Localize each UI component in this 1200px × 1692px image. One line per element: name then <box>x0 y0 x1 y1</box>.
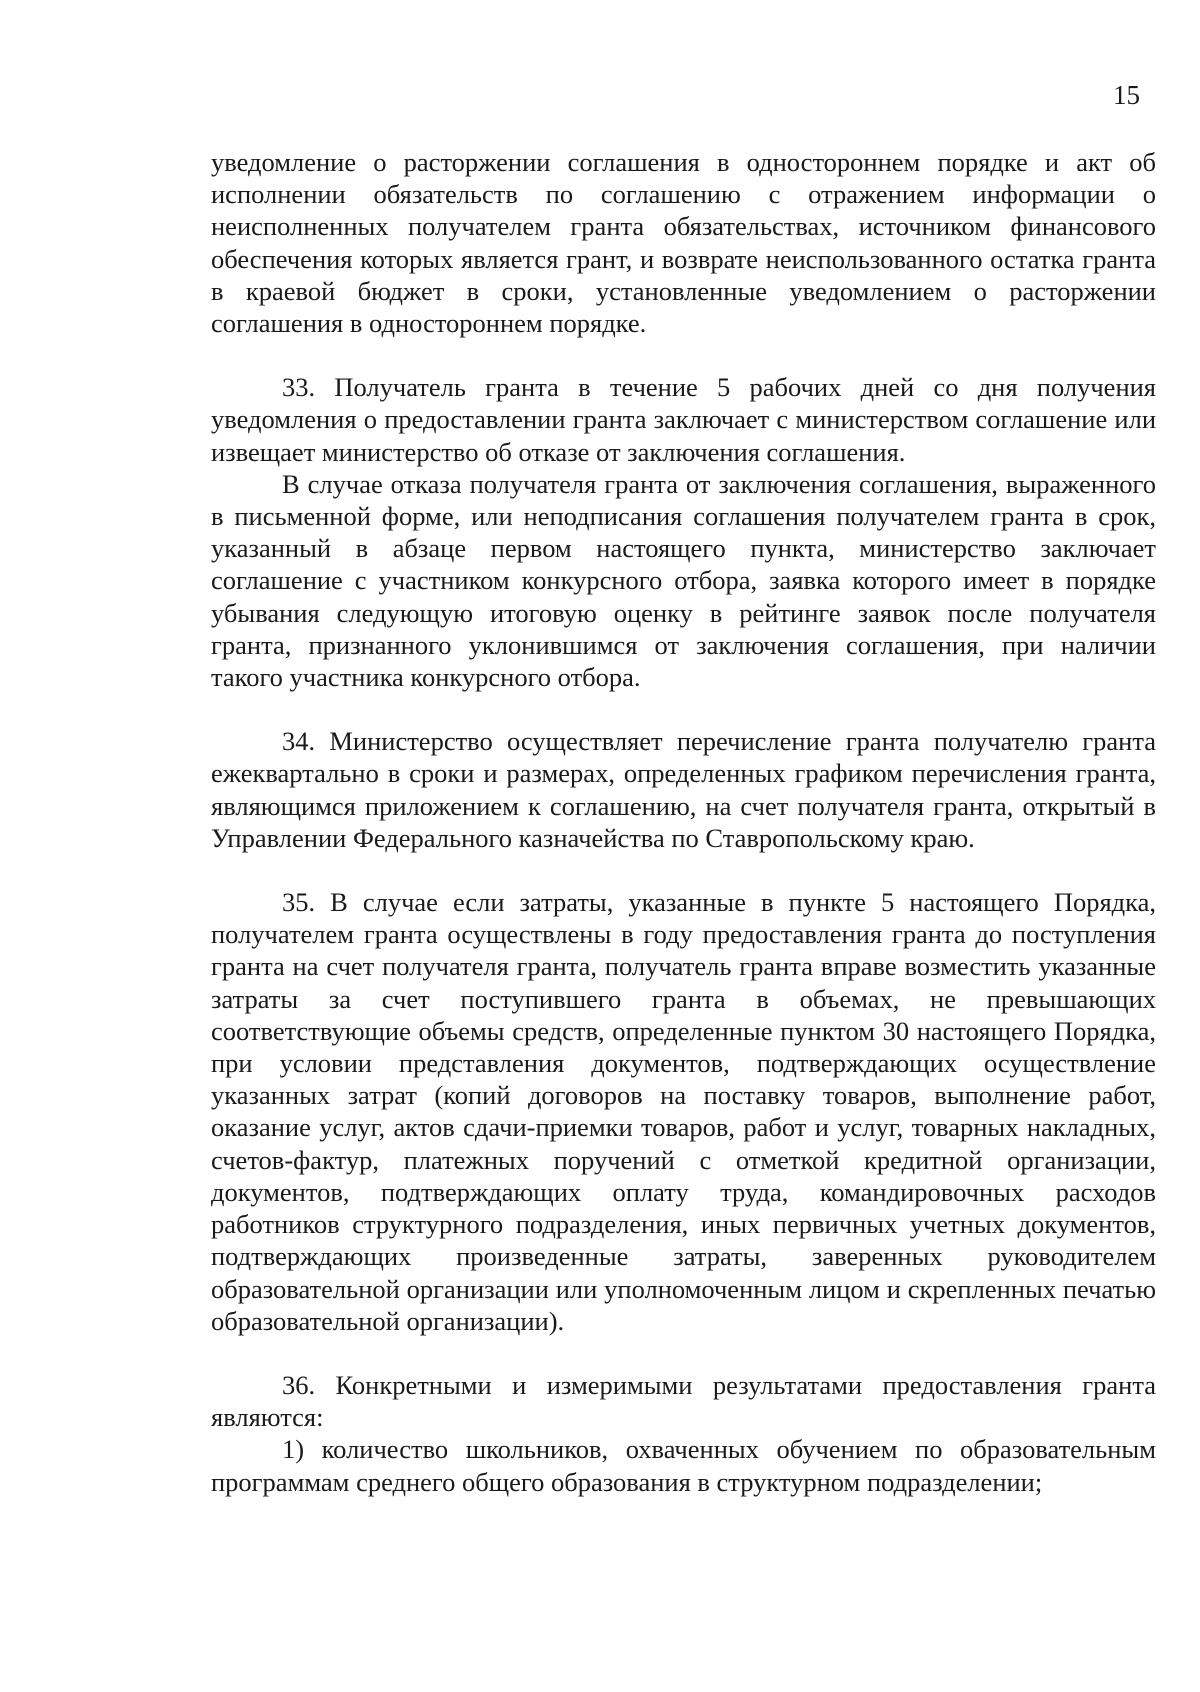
paragraph-continuation: уведомление о расторжении соглашения в одностороннем порядке и акт об исполнении обязательств по соглашению с отражением информации о неисполненных получателем гранта обязательствах, источником финансового обеспечения которых является грант, и возврате неиспользованного остатка гранта в краевой бюджет в сроки, установленные уведомлением о расторжении соглашения в одностороннем порядке. <box>211 147 1156 339</box>
paragraph-34: 34. Министерство осуществляет перечисление гранта получателю гранта ежеквартально в сроки и размерах, определенных графиком перечисления гранта, являющимся приложением к соглашению, на счет получателя гранта, открытый в Управлении Федерального казначейства по Ставропольскому краю. <box>211 726 1156 853</box>
paragraph-gap <box>211 854 1156 886</box>
paragraph-gap <box>211 1337 1156 1369</box>
paragraph-36-item-1: 1) количество школьников, охваченных обучением по образовательным программам среднего общего образования в структурном подразделении; <box>211 1434 1156 1497</box>
paragraph-36: 36. Конкретными и измеримыми результатами предоставления гранта являются: <box>211 1369 1156 1433</box>
paragraph-gap <box>211 339 1156 371</box>
paragraph-33: 33. Получатель гранта в течение 5 рабочих дней со дня получения уведомления о предоставлении гранта заключает с министерством соглашение или извещает министерство об отказе от заключения соглашения. <box>211 372 1156 467</box>
paragraph-33-refusal: В случае отказа получателя гранта от заключения соглашения, выраженного в письменной форме, или неподписания соглашения получателем гранта в срок, указанный в абзаце первом настоящего пункта, министерство заключает соглашение с участником конкурсного отбора, заявка которого имеет в порядке убывания следующую итоговую оценку в рейтинге заявок после получателя гранта, признанного уклонившимся от заключения соглашения, при наличии такого участника конкурсного отбора. <box>211 468 1156 693</box>
document-body <box>211 146 1156 1498</box>
page-number: 15 <box>1113 80 1140 110</box>
paragraph-gap <box>211 693 1156 725</box>
paragraph-35: 35. В случае если затраты, указанные в пункте 5 настоящего Порядка, получателем гранта осуществлены в году предоставления гранта до поступления гранта на счет получателя гранта, получатель гранта вправе возместить указанные затраты за счет поступившего гранта в объемах, не превышающих соответствующие объемы средств, определенные пунктом 30 настоящего Порядка, при условии представления документов, подтверждающих осуществление указанных затрат (копий договоров на поставку товаров, выполнение работ, оказание услуг, актов сдачи-приемки товаров, работ и услуг, товарных накладных, счетов-фактур, платежных поручений с отметкой кредитной организации, документов, подтверждающих оплату труда, командировочных расходов работников структурного подразделения, иных первичных учетных документов, подтверждающих произведенные затраты, заверенных руководителем образовательной организации или уполномоченным лицом и скрепленных печатью образовательной организации). <box>211 887 1156 1336</box>
